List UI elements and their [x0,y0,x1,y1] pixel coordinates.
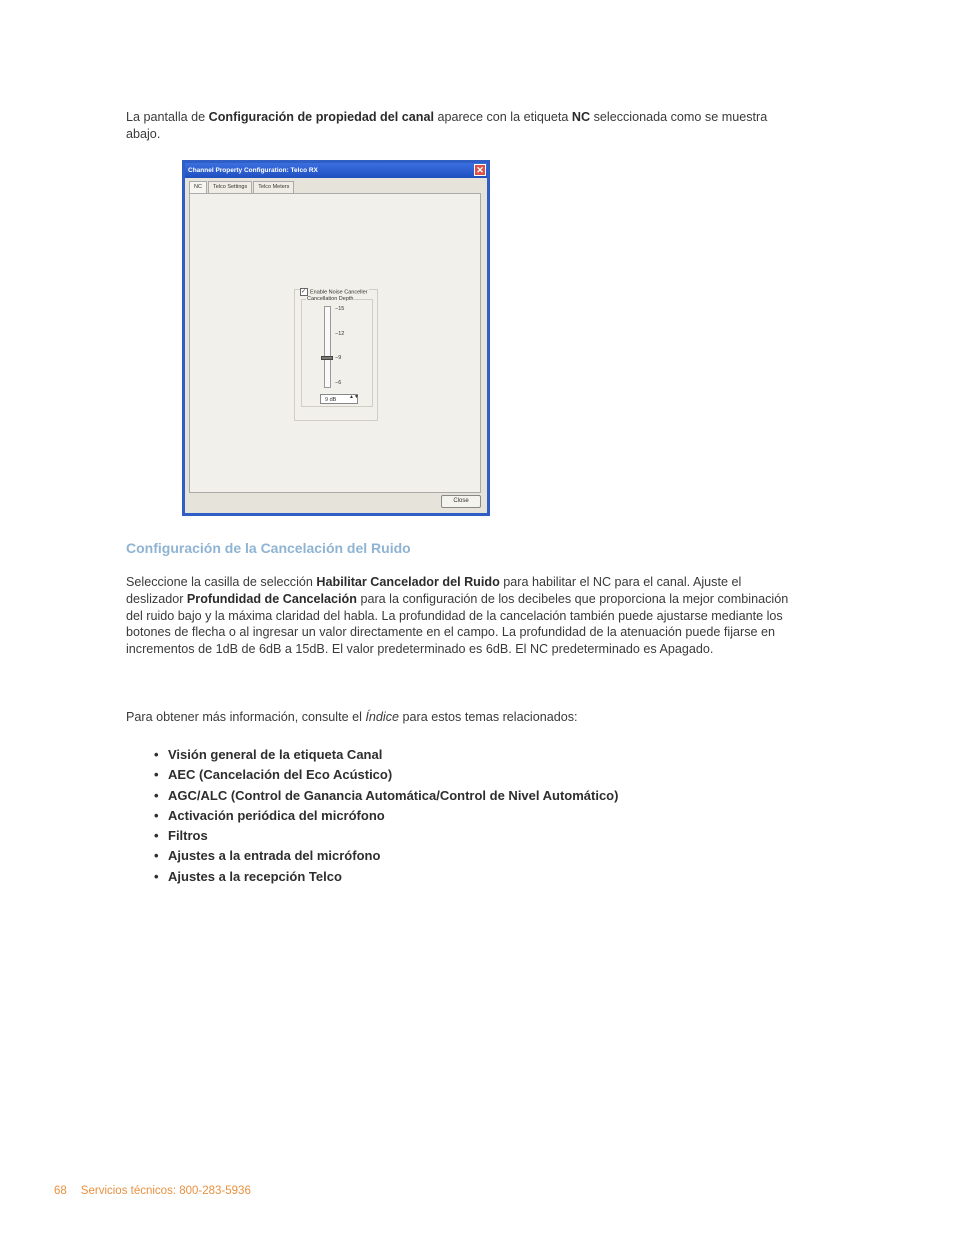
channel-property-dialog-screenshot [182,160,490,516]
list-item[interactable]: • AGC/ALC (Control de Ganancia Automática/Control de Nivel Automático) [154,787,619,803]
dialog-title: Channel Property Configuration: Telco RX [188,167,318,174]
list-item[interactable]: • Filtros [154,828,208,844]
slider-tick-15: −15 [335,306,345,312]
footer-contact: Servicios técnicos: 800-283-5936 [80,1185,251,1197]
list-item[interactable]: • Ajustes a la recepción Telco [154,868,342,884]
dialog-titlebar [185,163,487,178]
dialog-client-area [185,178,487,513]
enable-noise-canceller-row[interactable] [300,288,369,296]
cancellation-depth-group [301,296,373,407]
slider-tick-6: −6 [335,380,342,386]
nc-tab-pane [189,193,481,493]
tab-telco-meters[interactable]: Telco Meters [253,181,294,193]
related-topics-list [154,745,618,887]
spin-value: 9 dB [325,397,337,403]
list-item[interactable]: • Ajustes a la entrada del micrófono [154,848,381,864]
slider-tick-9: −9 [335,355,342,362]
noise-canceller-group [294,289,378,421]
list-item[interactable]: • Visión general de la etiqueta Canal [154,747,383,762]
tab-telco-settings[interactable]: Telco Settings [208,181,252,193]
list-item[interactable]: • Activación periódica del micrófono [154,807,385,823]
enable-noise-canceller-label: Enable Noise Canceller [310,289,368,296]
enable-noise-canceller-checkbox[interactable]: ✓ [301,289,307,295]
cancellation-depth-slider-track[interactable] [324,306,331,388]
slider-tick-12: −12 [335,330,345,337]
intro-paragraph: La pantalla de Configuración de propiedad del canal aparece con la etiqueta NC seleccionada como se muestra abajo. [126,110,768,141]
list-item[interactable]: • AEC (Cancelación del Eco Acústico) [154,767,393,783]
index-reference-paragraph: Para obtener más información, consulte el Índice para estos temas relacionados: [126,710,578,724]
close-icon[interactable]: ✕ [474,164,486,176]
cancellation-depth-spinbox[interactable] [320,394,358,404]
cancellation-depth-slider-thumb[interactable] [321,356,333,360]
page-footer [54,1185,251,1197]
page-number: 68 [54,1185,67,1197]
spin-arrows-icon[interactable]: ▲▼ [349,394,359,400]
tab-nc[interactable]: NC [189,181,207,193]
cancellation-depth-label: Cancellation Depth [307,296,354,302]
close-button[interactable]: Close [441,495,481,508]
dialog-tabs [189,181,295,193]
body-paragraph: Seleccione la casilla de selección Habilitar Cancelador del Ruido para habilitar el NC para el canal. Ajuste el deslizador Profundidad de Cancelación para la configuración de los decibeles que proporciona la mejor combinación del ruido bajo y la máxima claridad del habla. La profundidad de la cancelación también puede ajustarse mediante los botones de flecha o al ingresar un valor directamente en el campo. La profundidad de la atenuación puede fijarse en incrementos de 1dB de 6dB a 15dB. El valor predeterminado es 6dB. El NC predeterminado es Apagado. [126,575,789,657]
section-heading: Configuración de la Cancelación del Ruido [126,540,411,556]
